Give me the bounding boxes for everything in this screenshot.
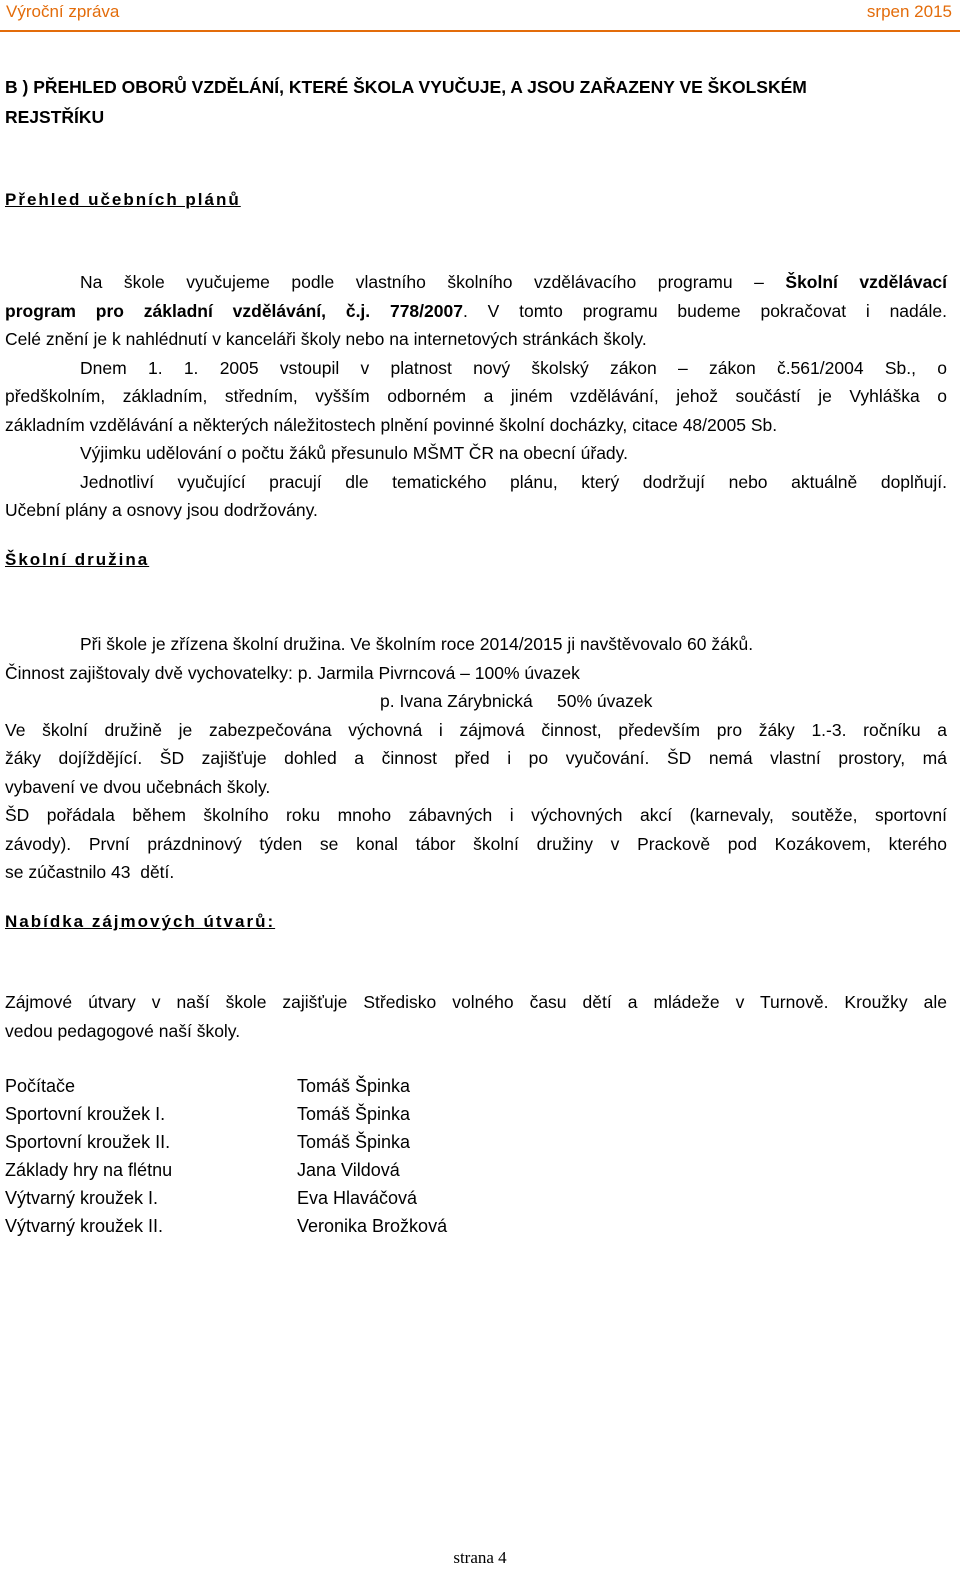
table-row (5, 1156, 447, 1184)
druzina-heading: Školní družina (5, 550, 150, 569)
druzina-line-7: ŠD pořádala během školního roku mnoho zábavných i výchovných akcí (karnevaly, soutěže, sportovní (5, 805, 947, 825)
section-title: B ) PŘEHLED OBORŮ VZDĚLÁNÍ, KTERÉ ŠKOLA VYUČUJE, A JSOU ZAŘAZENY VE ŠKOLSKÉM REJSTŘÍKU (5, 77, 807, 127)
plans-line-6: základním vzdělávání a některých náležitostech plnění povinné školní docházky, citace 48/2005 Sb. (5, 414, 778, 435)
header-title: Výroční zpráva (6, 2, 120, 21)
utvar-leader: Jana Vildová (297, 1160, 400, 1180)
page-number: strana 4 (453, 1548, 507, 1567)
utvar-leader: Tomáš Špinka (297, 1104, 411, 1124)
plans-line-7: Výjimku udělování o počtu žáků přesunulo MŠMT ČR na obecní úřady. (80, 443, 628, 463)
utvary-line-2: vedou pedagogové naší školy. (5, 1020, 241, 1041)
utvar-name: Výtvarný kroužek I. (5, 1188, 159, 1208)
utvary-line-1: Zájmové útvary v naší škole zajišťuje Středisko volného času dětí a mládeže v Turnově. Kroužky ale (5, 992, 947, 1012)
header-date: srpen 2015 (866, 2, 952, 21)
utvar-leader: Veronika Brožková (297, 1216, 448, 1236)
druzina-line-3: p. Ivana Zárybnická 50% úvazek (380, 691, 653, 711)
utvar-name: Sportovní kroužek I. (5, 1104, 166, 1124)
plans-line-4: Dnem 1. 1. 2005 vstoupil v platnost nový školský zákon – zákon č.561/2004 Sb., o (80, 357, 947, 378)
druzina-line-2: Činnost zajištovaly dvě vychovatelky: p. Jarmila Pivrncová – 100% úvazek (5, 662, 580, 683)
utvary-heading: Nabídka zájmových útvarů: (5, 912, 276, 931)
utvar-leader: Eva Hlaváčová (297, 1188, 418, 1208)
table-row (5, 1184, 447, 1212)
plans-text (5, 268, 947, 525)
utvar-name: Výtvarný kroužek II. (5, 1216, 164, 1236)
table-row (5, 1128, 447, 1156)
druzina-line-8: závody). První prázdninový týden se konal tábor školní družiny v Prackově pod Kozákovem, kterého (5, 833, 947, 854)
page-header (0, 0, 960, 32)
plans-line-9: Učební plány a osnovy jsou dodržovány. (5, 500, 318, 520)
utvary-text (5, 988, 947, 1045)
utvary-table (5, 1072, 447, 1240)
plans-line-8: Jednotliví vyučující pracují dle tematického plánu, který dodržují nebo aktuálně doplňují. (80, 471, 947, 492)
plans-line-5: předškolním, základním, středním, vyšším odborném a jiném vzdělávání, jehož součástí je Vyhláška o (5, 386, 947, 406)
druzina-line-1: Při škole je zřízena školní družina. Ve školním roce 2014/2015 ji navštěvovalo 60 žáků. (80, 634, 754, 654)
plans-heading: Přehled učebních plánů (5, 190, 241, 209)
druzina-line-6: vybavení ve dvou učebnách školy. (5, 776, 271, 797)
utvar-leader: Tomáš Špinka (297, 1076, 411, 1096)
plans-line-1: Na škole vyučujeme podle vlastního školního vzdělávacího programu – Školní vzdělávací (80, 272, 947, 292)
utvar-name: Sportovní kroužek II. (5, 1132, 171, 1152)
plans-line-2: program pro základní vzdělávání, č.j. 778/2007. V tomto programu budeme pokračovat i nadále. (5, 300, 947, 321)
druzina-line-9: se zúčastnilo 43 dětí. (5, 862, 175, 882)
druzina-line-4: Ve školní družině je zabezpečována výchovná i zájmová činnost, především pro žáky 1.-3. ročníku a (5, 719, 947, 740)
table-row (5, 1212, 447, 1240)
table-row (5, 1100, 447, 1128)
utvar-name: Počítače (5, 1076, 76, 1096)
utvar-leader: Tomáš Špinka (297, 1132, 411, 1152)
druzina-text (5, 630, 947, 887)
plans-line-3: Celé znění je k nahlédnutí v kanceláři školy nebo na internetových stránkách školy. (5, 329, 647, 349)
table-row (5, 1072, 447, 1100)
utvar-name: Základy hry na flétnu (5, 1160, 173, 1180)
druzina-line-5: žáky dojíždějící. ŠD zajišťuje dohled a činnost před i po vyučování. ŠD nemá vlastní prostory, má (5, 748, 947, 768)
